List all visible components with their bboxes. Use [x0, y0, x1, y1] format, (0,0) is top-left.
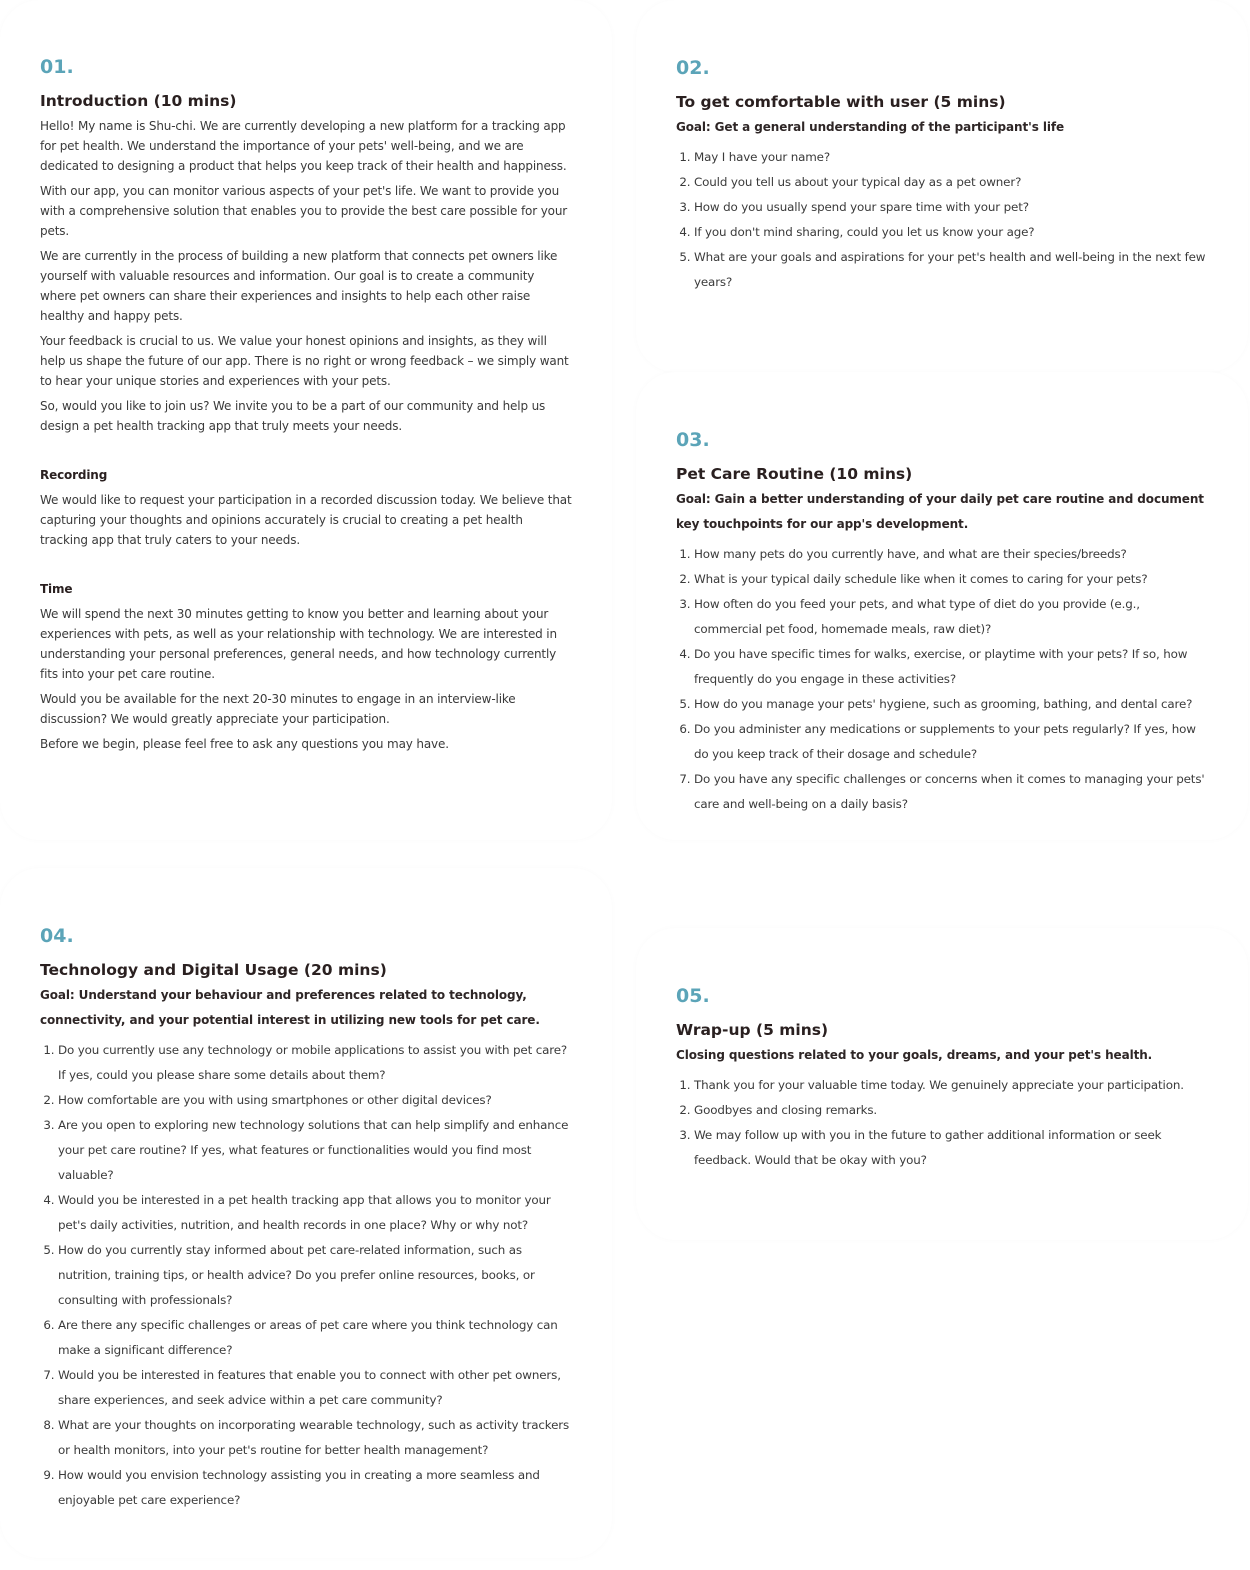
- list-item: 5. How do you currently stay informed about pet care-related information, such as nutrition, training tips, or health advice? Do you prefer online resources, books, or consulting with professionals?: [58, 1238, 572, 1313]
- section-title: To get comfortable with user (5 mins): [676, 93, 1006, 111]
- list-item: 6. Do you administer any medications or supplements to your pets regularly? If yes, how do you keep track of their dosage and schedule?: [694, 717, 1208, 767]
- question-list: [676, 542, 1208, 817]
- list-item: 2. Goodbyes and closing remarks.: [694, 1098, 1208, 1123]
- section-number: 05.: [676, 985, 710, 1007]
- section-number: 04.: [40, 925, 74, 947]
- section-title: Introduction (10 mins): [40, 92, 237, 110]
- section-technology-usage: [0, 868, 612, 1558]
- section-number: 03.: [676, 429, 710, 451]
- list-item: 5. What are your goals and aspirations for your pet's health and well-being in the next few years?: [694, 245, 1208, 295]
- recording-text: We would like to request your participation in a recorded discussion today. We believe that capturing your thoughts and opinions accurately is crucial to creating a pet health tracking app that truly caters to your needs.: [40, 493, 572, 547]
- list-item: 4. Would you be interested in a pet health tracking app that allows you to monitor your pet's daily activities, nutrition, and health records in one place? Why or why not?: [58, 1188, 572, 1238]
- section-wrap-up: [636, 928, 1248, 1240]
- intro-paragraph: So, would you like to join us? We invite you to be a part of our community and help us design a pet health tracking app that truly meets your needs.: [40, 399, 546, 433]
- list-item: 7. Do you have any specific challenges or concerns when it comes to managing your pets' care and well-being on a daily basis?: [694, 767, 1208, 817]
- list-item: 3. We may follow up with you in the future to gather additional information or seek feedback. Would that be okay with you?: [694, 1123, 1208, 1173]
- section-goal: Closing questions related to your goals, dreams, and your pet's health.: [676, 1048, 1153, 1062]
- section-introduction: [0, 0, 612, 840]
- section-goal: Goal: Understand your behaviour and preferences related to technology, connectivity, and your potential interest in utilizing new tools for pet care.: [40, 988, 540, 1027]
- list-item: 2. How comfortable are you with using smartphones or other digital devices?: [58, 1088, 572, 1113]
- intro-paragraph: Hello! My name is Shu-chi. We are currently developing a new platform for a tracking app for pet health. We understand the importance of your pets' well-being, and we are dedicated to designing a product that helps you keep track of their health and happiness.: [40, 119, 567, 173]
- section-number: 01.: [40, 56, 74, 78]
- section-get-comfortable: [636, 0, 1248, 372]
- time-paragraph: Before we begin, please feel free to ask any questions you may have.: [40, 737, 449, 751]
- intro-paragraph: Your feedback is crucial to us. We value your honest opinions and insights, as they will help us shape the future of our app. There is no right or wrong feedback – we simply want to hear your unique stories and experiences with your pets.: [40, 334, 569, 388]
- section-goal: Goal: Get a general understanding of the participant's life: [676, 120, 1065, 134]
- section-title: Wrap-up (5 mins): [676, 1021, 829, 1039]
- intro-paragraph: We are currently in the process of building a new platform that connects pet owners like yourself with valuable resources and information. Our goal is to create a community where pet owners can share their experiences and insights to help each other raise healthy and happy pets.: [40, 249, 558, 323]
- list-item: 2. Could you tell us about your typical day as a pet owner?: [694, 170, 1208, 195]
- section-goal: Goal: Gain a better understanding of your daily pet care routine and document key touchpoints for our app's development.: [676, 492, 1204, 531]
- section-title: Pet Care Routine (10 mins): [676, 465, 913, 483]
- question-list: [40, 1038, 572, 1513]
- list-item: 8. What are your thoughts on incorporating wearable technology, such as activity trackers or health monitors, into your pet's routine for better health management?: [58, 1413, 572, 1463]
- time-paragraph: We will spend the next 30 minutes getting to know you better and learning about your experiences with pets, as well as your relationship with technology. We are interested in understanding your personal preferences, general needs, and how technology currently fits into your pet care routine.: [40, 607, 557, 681]
- intro-text: [40, 116, 572, 754]
- section-pet-care-routine: [636, 372, 1248, 840]
- section-number: 02.: [676, 57, 710, 79]
- section-title: Technology and Digital Usage (20 mins): [40, 961, 387, 979]
- list-item: 1. Thank you for your valuable time today. We genuinely appreciate your participation.: [694, 1073, 1208, 1098]
- list-item: 4. Do you have specific times for walks, exercise, or playtime with your pets? If so, how frequently do you engage in these activities?: [694, 642, 1208, 692]
- list-item: 1. How many pets do you currently have, and what are their species/breeds?: [694, 542, 1208, 567]
- recording-heading: Recording: [40, 468, 108, 482]
- list-item: 3. Are you open to exploring new technology solutions that can help simplify and enhance your pet care routine? If yes, what features or functionalities would you find most valuable?: [58, 1113, 572, 1188]
- list-item: 7. Would you be interested in features that enable you to connect with other pet owners, share experiences, and seek advice within a pet care community?: [58, 1363, 572, 1413]
- intro-paragraph: With our app, you can monitor various aspects of your pet's life. We want to provide you with a comprehensive solution that enables you to provide the best care possible for your pets.: [40, 184, 568, 238]
- list-item: 4. If you don't mind sharing, could you let us know your age?: [694, 220, 1208, 245]
- time-heading: Time: [40, 582, 73, 596]
- time-paragraph: Would you be available for the next 20-30 minutes to engage in an interview-like discussion? We would greatly appreciate your participation.: [40, 692, 516, 726]
- list-item: 1. Do you currently use any technology or mobile applications to assist you with pet care? If yes, could you please share some details about them?: [58, 1038, 572, 1088]
- list-item: 6. Are there any specific challenges or areas of pet care where you think technology can make a significant difference?: [58, 1313, 572, 1363]
- list-item: 1. May I have your name?: [694, 145, 1208, 170]
- list-item: 3. How often do you feed your pets, and what type of diet do you provide (e.g., commercial pet food, homemade meals, raw diet)?: [694, 592, 1208, 642]
- question-list: [676, 1073, 1208, 1173]
- list-item: 3. How do you usually spend your spare time with your pet?: [694, 195, 1208, 220]
- question-list: [676, 145, 1208, 295]
- list-item: 9. How would you envision technology assisting you in creating a more seamless and enjoyable pet care experience?: [58, 1463, 572, 1513]
- list-item: 2. What is your typical daily schedule like when it comes to caring for your pets?: [694, 567, 1208, 592]
- list-item: 5. How do you manage your pets' hygiene, such as grooming, bathing, and dental care?: [694, 692, 1208, 717]
